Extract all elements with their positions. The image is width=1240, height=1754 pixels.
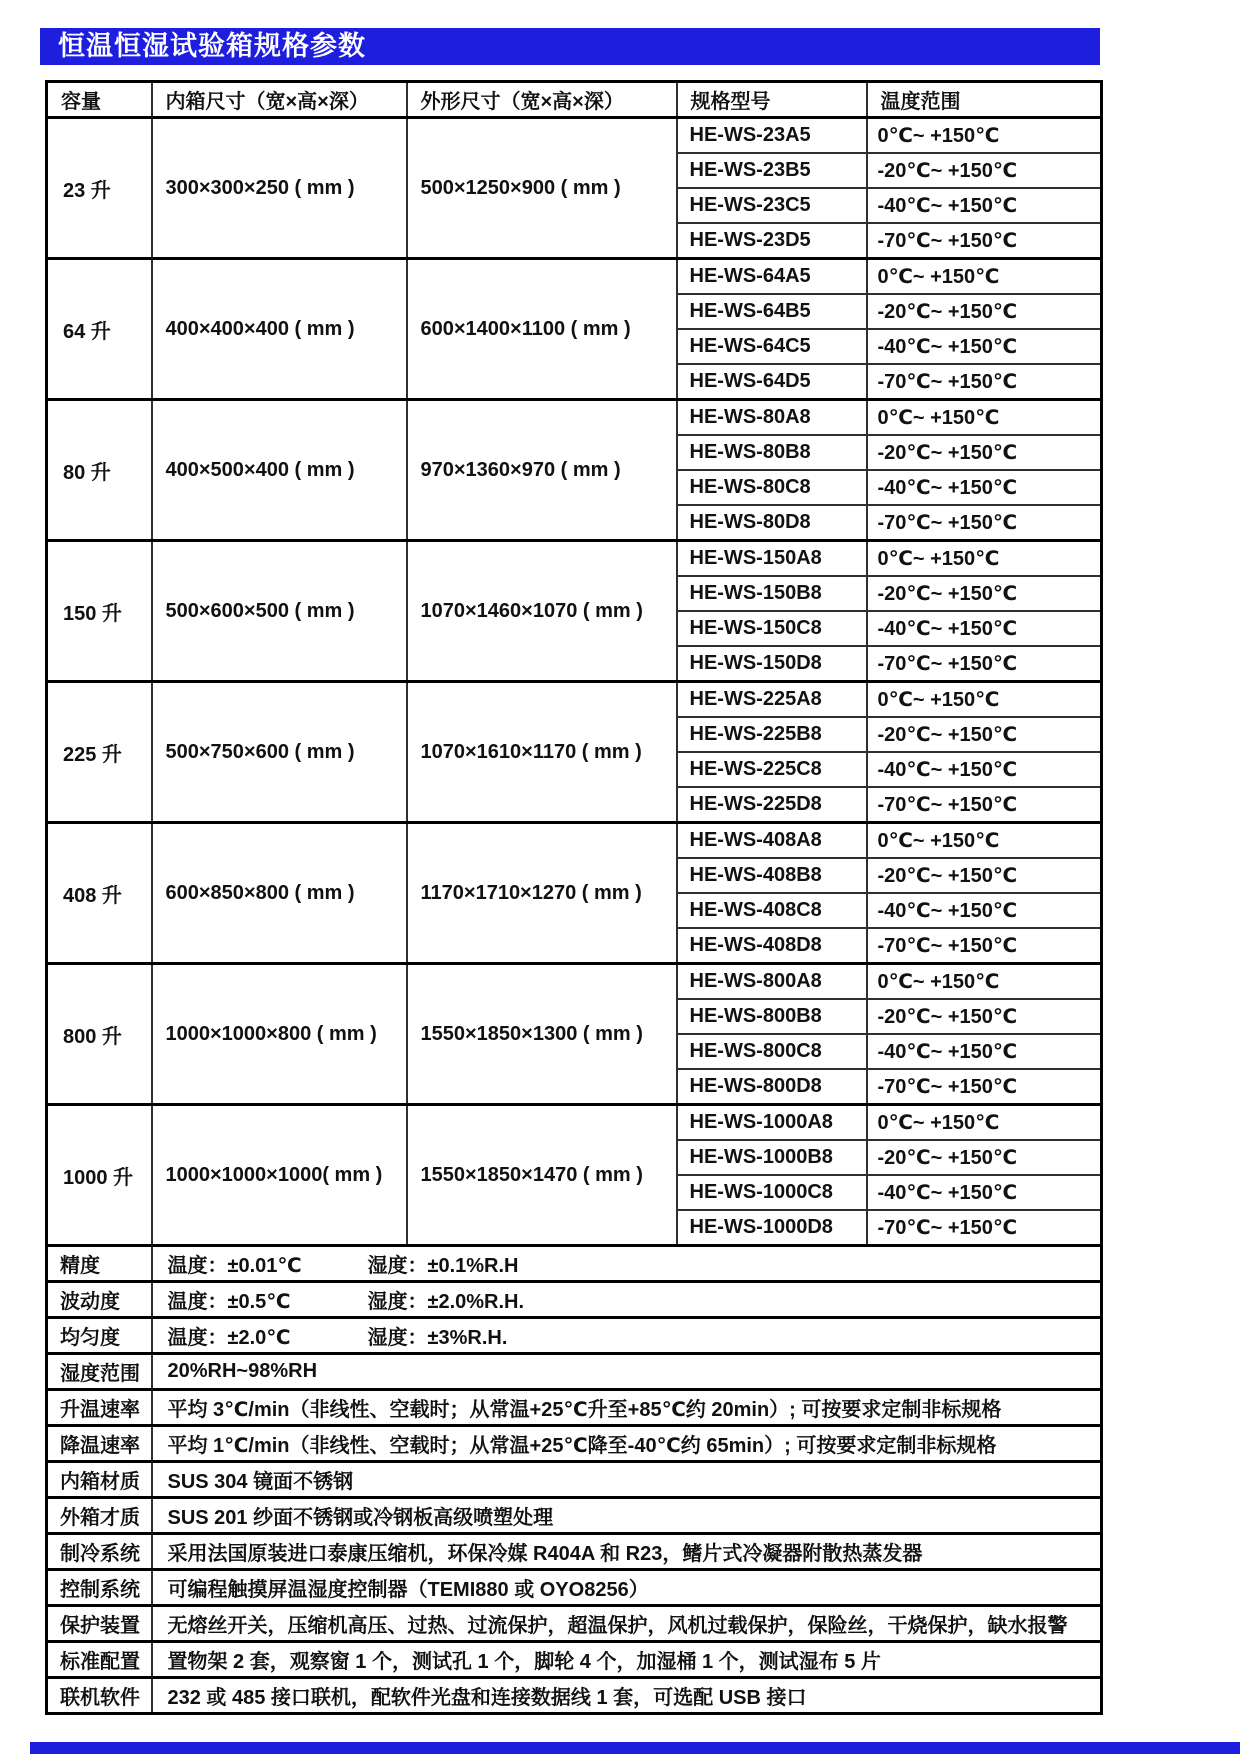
temp-range-cell: -20℃~ +150℃ xyxy=(867,858,1102,893)
page-title: 恒温恒湿试验箱规格参数 xyxy=(58,31,366,61)
model-cell: HE-WS-64C5 xyxy=(677,329,867,364)
spec-label-cell: 标准配置 xyxy=(47,1642,152,1678)
spec-row xyxy=(47,1426,1102,1462)
spec-row xyxy=(47,1606,1102,1642)
spec-value-cell xyxy=(152,1282,1102,1318)
spec-value-text: 采用法国原装进口泰康压缩机，环保冷媒 R404A 和 R23，鳍片式冷凝器附散热蒸发器 xyxy=(167,1543,923,1565)
inner-size-cell: 400×400×400 ( mm ) xyxy=(152,259,407,400)
capacity-cell: 408 升 xyxy=(47,823,152,964)
spec-row xyxy=(47,1570,1102,1606)
spec-value-cell xyxy=(152,1606,1102,1642)
capacity-cell: 80 升 xyxy=(47,400,152,541)
model-cell: HE-WS-1000A8 xyxy=(677,1105,867,1141)
model-cell: HE-WS-23B5 xyxy=(677,153,867,188)
inner-size-cell: 400×500×400 ( mm ) xyxy=(152,400,407,541)
spec-value-text: 232 或 485 接口联机，配软件光盘和连接数据线 1 套，可选配 USB 接口 xyxy=(167,1687,807,1709)
header-model: 规格型号 xyxy=(677,82,867,118)
inner-size-cell: 600×850×800 ( mm ) xyxy=(152,823,407,964)
temp-range-cell: -40℃~ +150℃ xyxy=(867,893,1102,928)
model-cell: HE-WS-408B8 xyxy=(677,858,867,893)
capacity-cell: 150 升 xyxy=(47,541,152,682)
model-cell: HE-WS-150C8 xyxy=(677,611,867,646)
temp-range-cell: -40℃~ +150℃ xyxy=(867,611,1102,646)
outer-size-cell: 1550×1850×1470 ( mm ) xyxy=(407,1105,677,1246)
temp-range-cell: 0℃~ +150℃ xyxy=(867,964,1102,1000)
spec-row xyxy=(47,1498,1102,1534)
spec-temperature-text: 温度：±0.5℃ xyxy=(167,1291,291,1313)
temp-range-cell: -20℃~ +150℃ xyxy=(867,999,1102,1034)
spec-label-cell: 波动度 xyxy=(47,1282,152,1318)
spec-humidity-text: 湿度：±3%R.H. xyxy=(367,1327,508,1349)
model-cell: HE-WS-800A8 xyxy=(677,964,867,1000)
temp-range-cell: -20℃~ +150℃ xyxy=(867,294,1102,329)
model-cell: HE-WS-225D8 xyxy=(677,787,867,823)
spec-row xyxy=(47,1246,1102,1282)
table-row xyxy=(47,823,1102,859)
model-cell: HE-WS-408D8 xyxy=(677,928,867,964)
capacity-cell: 800 升 xyxy=(47,964,152,1105)
model-cell: HE-WS-23A5 xyxy=(677,118,867,154)
model-cell: HE-WS-1000B8 xyxy=(677,1140,867,1175)
temp-range-cell: 0℃~ +150℃ xyxy=(867,118,1102,154)
spec-value-cell xyxy=(152,1426,1102,1462)
spec-value-text: 可编程触摸屏温湿度控制器（TEMI880 或 OYO8256） xyxy=(167,1579,649,1601)
table-row xyxy=(47,964,1102,1000)
spec-value-cell xyxy=(152,1390,1102,1426)
spec-value-text: 置物架 2 套，观察窗 1 个，测试孔 1 个，脚轮 4 个，加湿桶 1 个，测试湿布 5 片 xyxy=(167,1651,881,1673)
header-outer-size: 外形尺寸（宽×高×深） xyxy=(407,82,677,118)
model-cell: HE-WS-225A8 xyxy=(677,682,867,718)
capacity-cell: 23 升 xyxy=(47,118,152,259)
temp-range-cell: -20℃~ +150℃ xyxy=(867,717,1102,752)
capacity-cell: 64 升 xyxy=(47,259,152,400)
spec-value-text: 平均 1℃/min（非线性、空载时；从常温+25℃降至-40℃约 65min）; 可按要求定制非标规格 xyxy=(167,1435,997,1457)
spec-value-cell xyxy=(152,1462,1102,1498)
model-cell: HE-WS-64B5 xyxy=(677,294,867,329)
spec-temperature-text: 温度：±0.01℃ xyxy=(167,1255,302,1277)
spec-label-cell: 内箱材质 xyxy=(47,1462,152,1498)
spec-label-cell: 降温速率 xyxy=(47,1426,152,1462)
spec-value-cell xyxy=(152,1642,1102,1678)
model-cell: HE-WS-800B8 xyxy=(677,999,867,1034)
inner-size-cell: 500×600×500 ( mm ) xyxy=(152,541,407,682)
temp-range-cell: -40℃~ +150℃ xyxy=(867,188,1102,223)
spec-value-text: 平均 3℃/min（非线性、空载时；从常温+25℃升至+85℃约 20min）; 可按要求定制非标规格 xyxy=(167,1399,1002,1421)
capacity-cell: 1000 升 xyxy=(47,1105,152,1246)
capacity-cell: 225 升 xyxy=(47,682,152,823)
model-cell: HE-WS-800C8 xyxy=(677,1034,867,1069)
temp-range-cell: 0℃~ +150℃ xyxy=(867,1105,1102,1141)
spec-row xyxy=(47,1534,1102,1570)
outer-size-cell: 600×1400×1100 ( mm ) xyxy=(407,259,677,400)
inner-size-cell: 1000×1000×1000( mm ) xyxy=(152,1105,407,1246)
spec-row xyxy=(47,1282,1102,1318)
spec-value-cell xyxy=(152,1678,1102,1714)
temp-range-cell: -70℃~ +150℃ xyxy=(867,364,1102,400)
spec-row xyxy=(47,1318,1102,1354)
inner-size-cell: 300×300×250 ( mm ) xyxy=(152,118,407,259)
temp-range-cell: 0℃~ +150℃ xyxy=(867,259,1102,295)
temp-range-cell: -70℃~ +150℃ xyxy=(867,646,1102,682)
spec-label-cell: 保护装置 xyxy=(47,1606,152,1642)
spec-row xyxy=(47,1642,1102,1678)
spec-label-cell: 升温速率 xyxy=(47,1390,152,1426)
spec-value-cell xyxy=(152,1534,1102,1570)
model-cell: HE-WS-150A8 xyxy=(677,541,867,577)
temp-range-cell: -20℃~ +150℃ xyxy=(867,435,1102,470)
model-cell: HE-WS-64D5 xyxy=(677,364,867,400)
spec-label-cell: 均匀度 xyxy=(47,1318,152,1354)
spec-humidity-text: 湿度：±0.1%R.H xyxy=(367,1255,519,1277)
spec-label-cell: 控制系统 xyxy=(47,1570,152,1606)
model-cell: HE-WS-150B8 xyxy=(677,576,867,611)
outer-size-cell: 500×1250×900 ( mm ) xyxy=(407,118,677,259)
temp-range-cell: -70℃~ +150℃ xyxy=(867,505,1102,541)
temp-range-cell: 0℃~ +150℃ xyxy=(867,823,1102,859)
spec-value-cell xyxy=(152,1246,1102,1282)
spec-label-cell: 制冷系统 xyxy=(47,1534,152,1570)
header-capacity: 容量 xyxy=(47,82,152,118)
temp-range-cell: 0℃~ +150℃ xyxy=(867,400,1102,436)
model-cell: HE-WS-408A8 xyxy=(677,823,867,859)
spec-value-text: SUS 304 镜面不锈钢 xyxy=(167,1471,354,1493)
inner-size-cell: 1000×1000×800 ( mm ) xyxy=(152,964,407,1105)
temp-range-cell: 0℃~ +150℃ xyxy=(867,541,1102,577)
temp-range-cell: -20℃~ +150℃ xyxy=(867,1140,1102,1175)
header-row xyxy=(47,82,1102,118)
footer-accent-bar xyxy=(30,1742,1240,1754)
spec-value-text: 无熔丝开关，压缩机高压、过热、过流保护，超温保护，风机过载保护，保险丝，干烧保护，缺水报警 xyxy=(167,1615,1068,1637)
model-cell: HE-WS-23D5 xyxy=(677,223,867,259)
spec-row xyxy=(47,1390,1102,1426)
outer-size-cell: 1070×1610×1170 ( mm ) xyxy=(407,682,677,823)
table-row xyxy=(47,400,1102,436)
model-cell: HE-WS-80C8 xyxy=(677,470,867,505)
spec-temperature-text: 温度：±2.0℃ xyxy=(167,1327,291,1349)
temp-range-cell: -40℃~ +150℃ xyxy=(867,470,1102,505)
table-row xyxy=(47,259,1102,295)
spec-row xyxy=(47,1462,1102,1498)
model-cell: HE-WS-80D8 xyxy=(677,505,867,541)
model-cell: HE-WS-23C5 xyxy=(677,188,867,223)
temp-range-cell: -70℃~ +150℃ xyxy=(867,787,1102,823)
header-inner-size: 内箱尺寸（宽×高×深） xyxy=(152,82,407,118)
spec-label-cell: 外箱才质 xyxy=(47,1498,152,1534)
outer-size-cell: 1550×1850×1300 ( mm ) xyxy=(407,964,677,1105)
model-cell: HE-WS-64A5 xyxy=(677,259,867,295)
title-bar xyxy=(40,28,1100,65)
spec-value-text: SUS 201 纱面不锈钢或冷钢板高级喷塑处理 xyxy=(167,1507,554,1529)
spec-row xyxy=(47,1354,1102,1390)
outer-size-cell: 1170×1710×1270 ( mm ) xyxy=(407,823,677,964)
temp-range-cell: -70℃~ +150℃ xyxy=(867,1069,1102,1105)
spec-value-cell xyxy=(152,1570,1102,1606)
temp-range-cell: -20℃~ +150℃ xyxy=(867,153,1102,188)
model-cell: HE-WS-80A8 xyxy=(677,400,867,436)
model-cell: HE-WS-80B8 xyxy=(677,435,867,470)
model-cell: HE-WS-150D8 xyxy=(677,646,867,682)
table-row xyxy=(47,541,1102,577)
inner-size-cell: 500×750×600 ( mm ) xyxy=(152,682,407,823)
table-row xyxy=(47,118,1102,154)
model-cell: HE-WS-408C8 xyxy=(677,893,867,928)
spec-table xyxy=(45,80,1103,1715)
temp-range-cell: 0℃~ +150℃ xyxy=(867,682,1102,718)
temp-range-cell: -40℃~ +150℃ xyxy=(867,752,1102,787)
temp-range-cell: -40℃~ +150℃ xyxy=(867,1034,1102,1069)
model-cell: HE-WS-225B8 xyxy=(677,717,867,752)
model-cell: HE-WS-225C8 xyxy=(677,752,867,787)
spec-label-cell: 湿度范围 xyxy=(47,1354,152,1390)
spec-row xyxy=(47,1678,1102,1714)
spec-humidity-text: 湿度：±2.0%R.H. xyxy=(367,1291,525,1313)
table-row xyxy=(47,1105,1102,1141)
spec-value-cell xyxy=(152,1354,1102,1390)
spec-value-cell xyxy=(152,1318,1102,1354)
temp-range-cell: -20℃~ +150℃ xyxy=(867,576,1102,611)
outer-size-cell: 1070×1460×1070 ( mm ) xyxy=(407,541,677,682)
spec-value-text: 20%RH~98%RH xyxy=(167,1360,318,1382)
model-cell: HE-WS-1000C8 xyxy=(677,1175,867,1210)
spec-label-cell: 精度 xyxy=(47,1246,152,1282)
header-temp-range: 温度范围 xyxy=(867,82,1102,118)
table-row xyxy=(47,682,1102,718)
temp-range-cell: -70℃~ +150℃ xyxy=(867,928,1102,964)
model-cell: HE-WS-800D8 xyxy=(677,1069,867,1105)
temp-range-cell: -40℃~ +150℃ xyxy=(867,1175,1102,1210)
outer-size-cell: 970×1360×970 ( mm ) xyxy=(407,400,677,541)
spec-value-cell xyxy=(152,1498,1102,1534)
model-cell: HE-WS-1000D8 xyxy=(677,1210,867,1246)
spec-label-cell: 联机软件 xyxy=(47,1678,152,1714)
temp-range-cell: -40℃~ +150℃ xyxy=(867,329,1102,364)
temp-range-cell: -70℃~ +150℃ xyxy=(867,223,1102,259)
temp-range-cell: -70℃~ +150℃ xyxy=(867,1210,1102,1246)
